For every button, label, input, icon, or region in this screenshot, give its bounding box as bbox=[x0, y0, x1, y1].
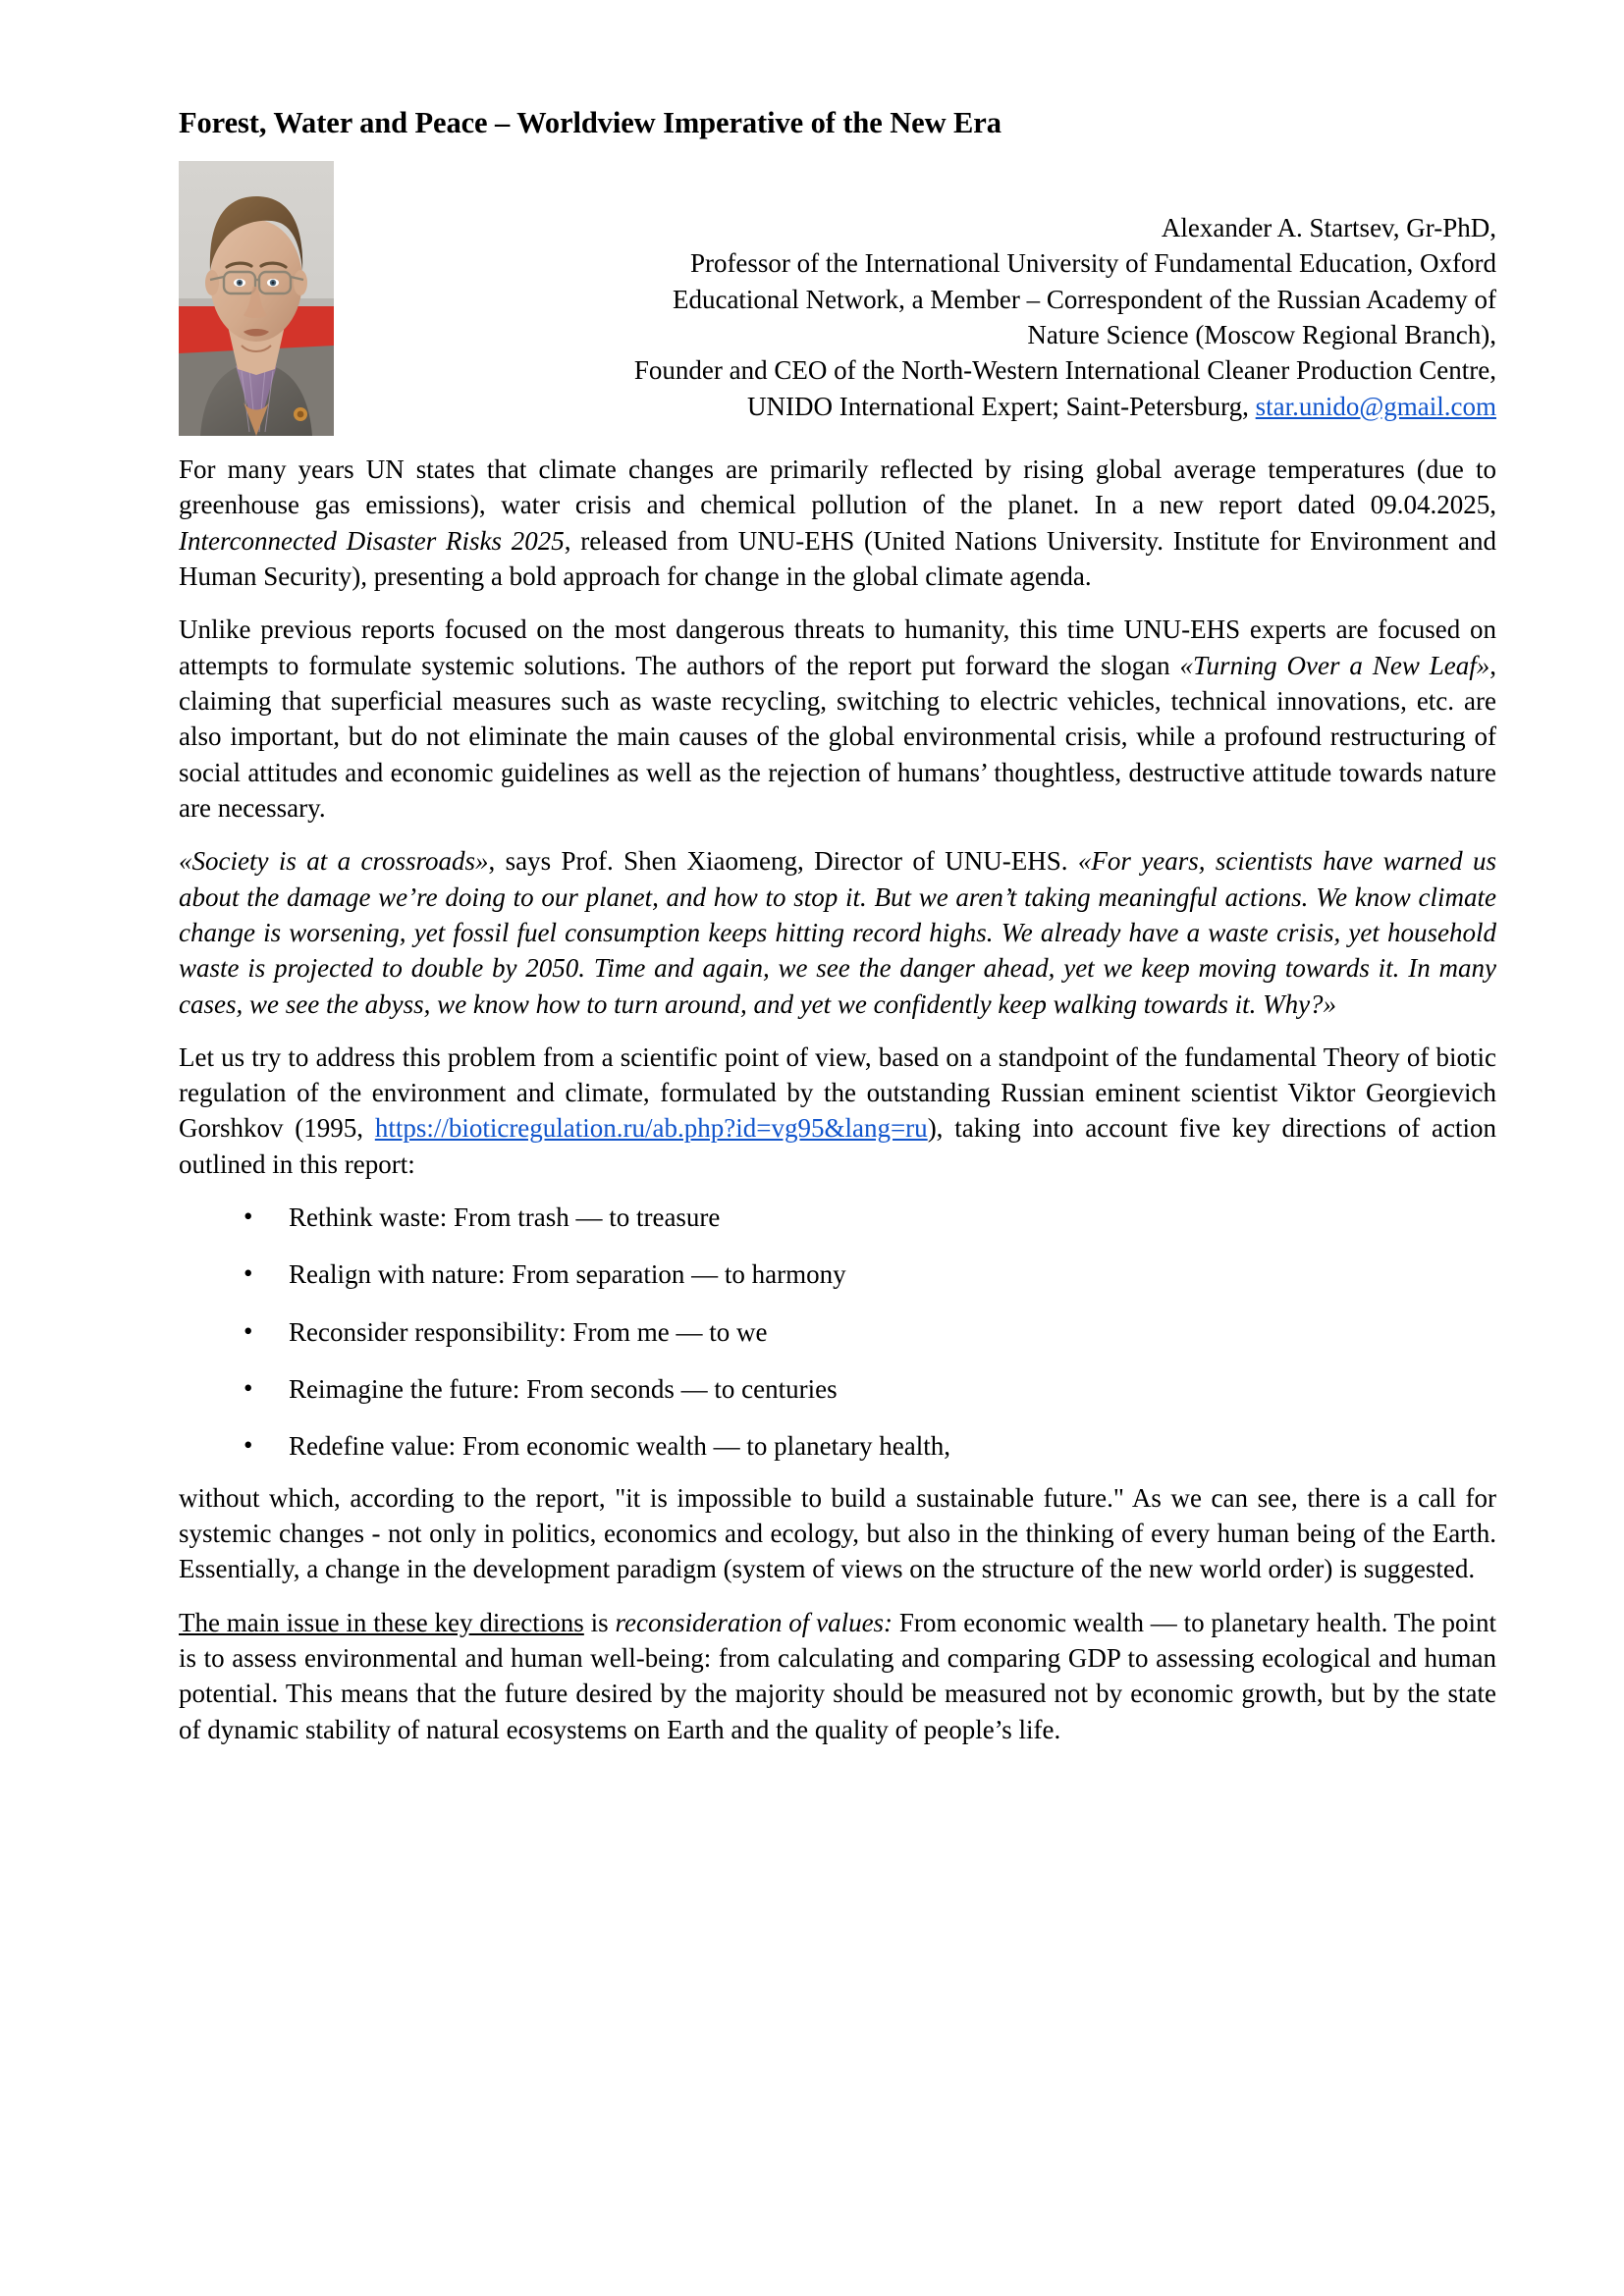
list-item-label: Realign with nature: From separation — to harmony bbox=[289, 1259, 846, 1290]
author-email-link[interactable]: star.unido@gmail.com bbox=[1255, 391, 1496, 421]
author-affiliation-line-2: Educational Network, a Member – Correspondent of the Russian Academy of bbox=[672, 284, 1496, 314]
portrait-image bbox=[179, 161, 334, 436]
author-contact-line bbox=[361, 389, 1496, 424]
p3-attribution: , says Prof. Shen Xiaomeng, Director of UNU-EHS. bbox=[488, 846, 1078, 877]
list-item bbox=[179, 1428, 1496, 1464]
p2-part-a: Unlike previous reports focused on the most dangerous threats to humanity, this time UNU-EHS experts are focused on attempts to formulate systemic solutions. The authors of the report put forward the slogan bbox=[179, 614, 1496, 680]
list-item-label: Reconsider responsibility: From me — to we bbox=[289, 1316, 768, 1347]
author-affiliation-line-3: Nature Science (Moscow Regional Branch), bbox=[1027, 320, 1496, 350]
p4-part-b: ), taking into account five key directions of action outlined in this report: bbox=[179, 1113, 1497, 1179]
header-block bbox=[179, 151, 1496, 442]
paragraph-3-quote bbox=[179, 843, 1496, 1022]
p4-part-a: Let us try to address this problem from a scientific point of view, based on a standpoint of the fundamental Theory of biotic regulation of the environment and climate, formulated by the outstanding Russian eminent scientist Viktor Georgievich Gorshkov (1995, bbox=[179, 1041, 1496, 1144]
p3-quote-body: «For years, scientists have warned us about the damage we’re doing to our planet, and how to stop it. But we aren’t taking meaningful actions. We know climate change is worsening, yet fossil fuel consumption keeps hitting record highs. We already have a waste crisis, yet household waste is projected to double by 2050. Time and again, we see the danger ahead, yet we keep moving towards it. In many cases, we see the abyss, we know how to turn around, and yet we confidently keep walking towards it. Why?» bbox=[179, 846, 1497, 1019]
paragraph-5: without which, according to the report, "it is impossible to build a sustainable future." As we can see, there is a call for systemic changes - not only in politics, economics and ecology, but also in the thinking of every human being of the Earth. Essentially, a change in the development paradigm (system of views on the structure of the new world order) is suggested. bbox=[179, 1482, 1496, 1584]
list-item bbox=[179, 1200, 1496, 1235]
paragraph-2 bbox=[179, 612, 1496, 826]
paragraph-1 bbox=[179, 452, 1496, 594]
bioticregulation-url-link[interactable]: https://bioticregulation.ru/ab.php?id=vg95&lang=ru bbox=[374, 1113, 928, 1144]
list-item bbox=[179, 1371, 1496, 1407]
paragraph-6 bbox=[179, 1605, 1496, 1747]
p6-part-a: is bbox=[583, 1607, 616, 1637]
author-contact-prefix: UNIDO International Expert; Saint-Petersburg, bbox=[747, 391, 1256, 421]
bullet-icon: • bbox=[244, 1201, 253, 1232]
p1-part-italic-comma: , bbox=[360, 561, 367, 592]
p1-part-c: presenting a bold approach for change in the global climate agenda. bbox=[366, 561, 1092, 592]
p1-report-title: Interconnected Disaster Risks 2025 bbox=[179, 525, 565, 556]
author-portrait-photo bbox=[179, 161, 334, 436]
author-affiliation-line-4: Founder and CEO of the North-Western International Cleaner Production Centre, bbox=[633, 355, 1496, 386]
p2-slogan: «Turning Over a New Leaf» bbox=[1179, 650, 1490, 680]
p6-emphasis: reconsideration of values: bbox=[615, 1607, 893, 1637]
list-item-label: Rethink waste: From trash — to treasure bbox=[289, 1202, 721, 1233]
p2-part-b: , claiming that superficial measures such as waste recycling, switching to electric vehicles, technical innovations, etc. are also important, but do not eliminate the main causes of the global environmental crisis, while a profound restructuring of social attitudes and economic guidelines as well as the rejection of humans’ thoughtless, destructive attitude towards nature are necessary. bbox=[179, 650, 1497, 823]
page-title: Forest, Water and Peace – Worldview Imperative of the New Era bbox=[179, 106, 1001, 139]
p6-part-b: From economic wealth — to planetary health. The point is to assess environmental and human well-being: from calculating and comparing GDP to assessing ecological and human potential. This means that the future desired by the majority should be measured not by economic growth, but by the state of dynamic stability of natural ecosystems on Earth and the quality of people’s life. bbox=[179, 1607, 1497, 1744]
p1-part-b: , released from UNU-EHS (United Nations University. Institute for Environment and Human Security) bbox=[179, 525, 1496, 592]
author-affiliation-line-1: Professor of the International University of Fundamental Education, Oxford bbox=[689, 248, 1496, 279]
list-item-label: Redefine value: From economic wealth — to planetary health, bbox=[289, 1431, 951, 1462]
list-item bbox=[179, 1314, 1496, 1350]
author-name: Alexander A. Startsev, Gr-PhD, bbox=[1161, 213, 1496, 243]
p6-underlined-lead: The main issue in these key directions bbox=[179, 1607, 584, 1637]
p3-quote-opening: «Society is at a crossroads» bbox=[179, 846, 489, 877]
p1-part-a: For many years UN states that climate changes are primarily reflected by rising global average temperatures (due to greenhouse gas emissions), water crisis and chemical pollution of the planet. In a new report dated 09.04.2025, bbox=[179, 454, 1496, 520]
bullet-icon: • bbox=[244, 1258, 253, 1289]
paragraph-4 bbox=[179, 1040, 1496, 1182]
key-directions-list bbox=[179, 1200, 1496, 1465]
bullet-icon: • bbox=[244, 1373, 253, 1404]
bullet-icon: • bbox=[244, 1430, 253, 1461]
list-item-label: Reimagine the future: From seconds — to centuries bbox=[289, 1374, 838, 1405]
bullet-icon: • bbox=[244, 1315, 253, 1346]
list-item bbox=[179, 1256, 1496, 1292]
author-credentials bbox=[361, 151, 1496, 424]
